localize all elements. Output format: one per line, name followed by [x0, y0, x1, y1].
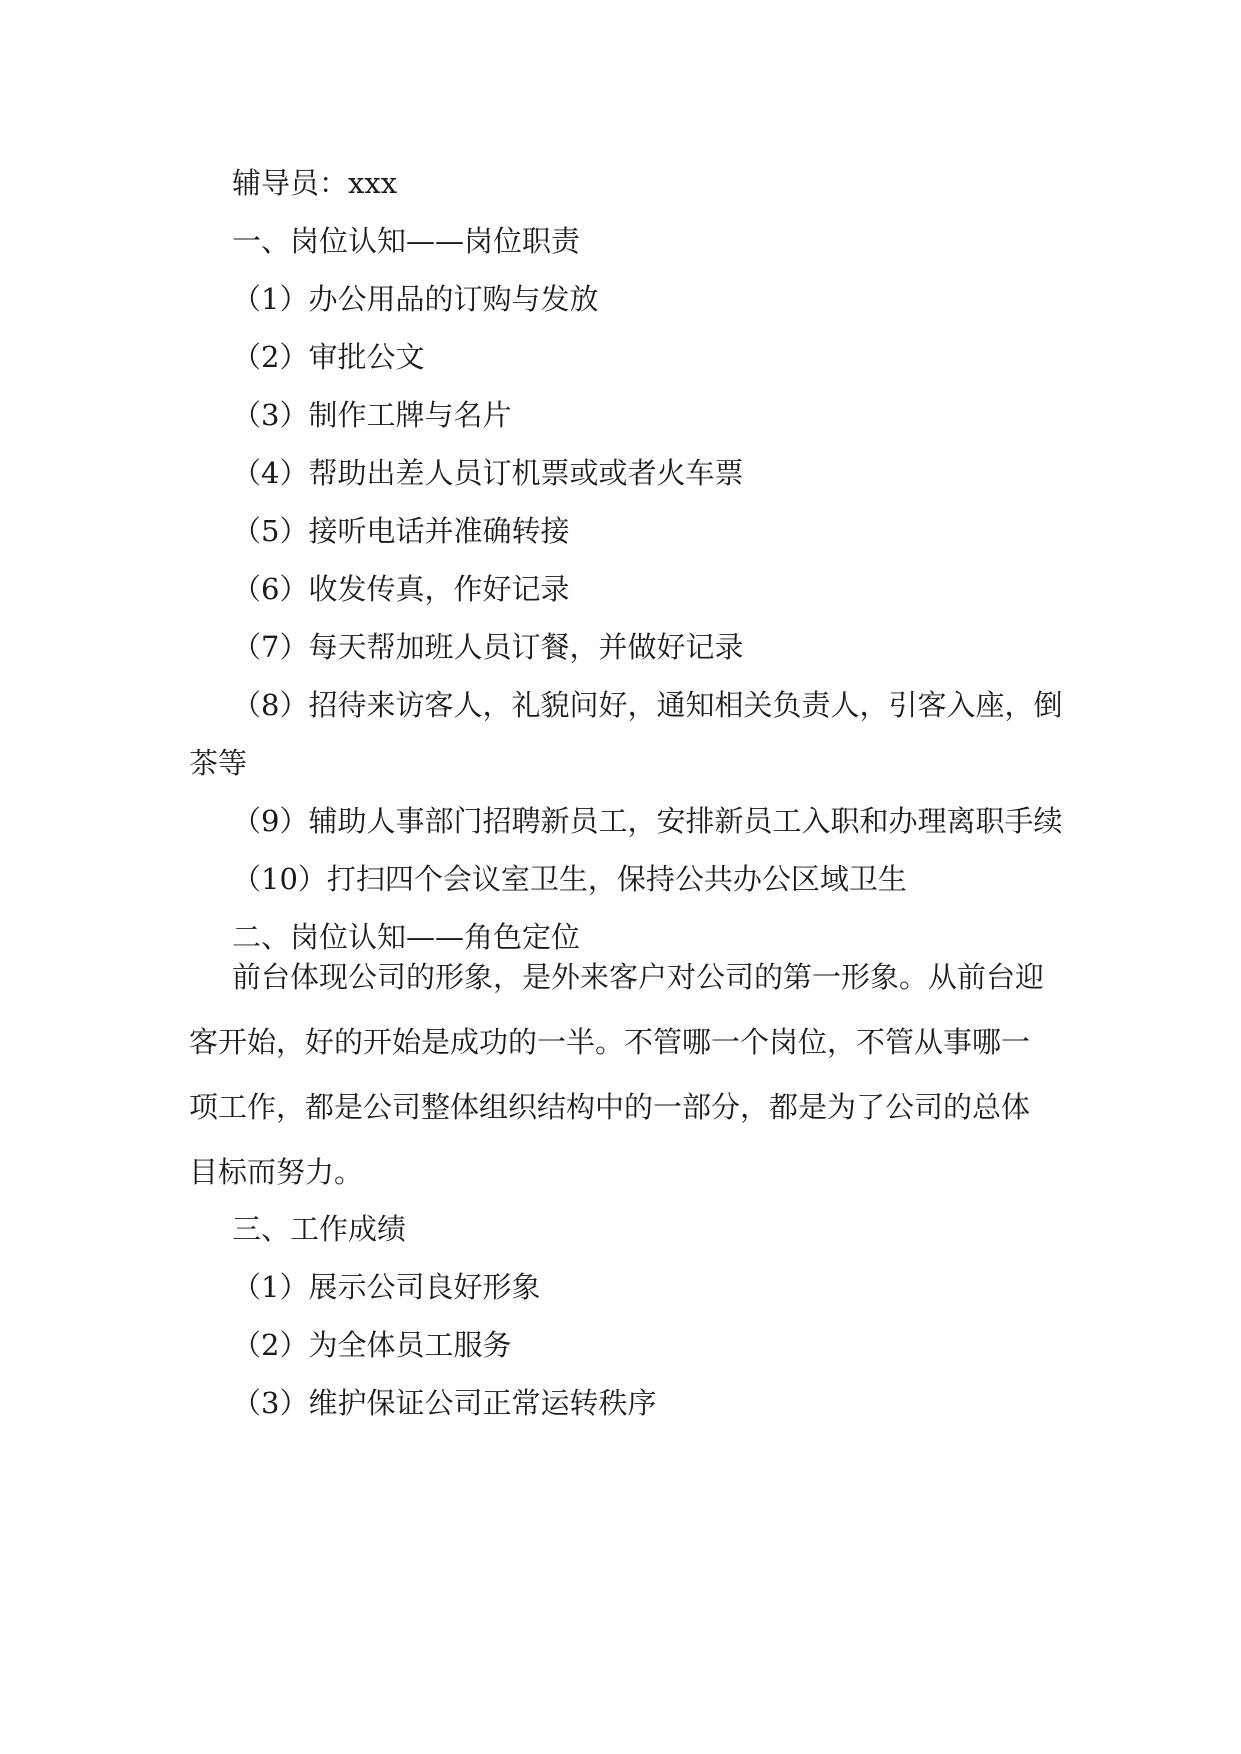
- list-item-continuation: 茶等: [189, 746, 248, 780]
- list-item: （9）辅助人事部门招聘新员工，安排新员工入职和办理离职手续: [232, 804, 1063, 838]
- list-item: （3）维护保证公司正常运转秩序: [232, 1386, 657, 1420]
- section2-paragraph: 前台体现公司的形象，是外来客户对公司的第一形象。从前台迎客开始，好的开始是成功的一半。不管哪一个岗位，不管从事哪一项工作，都是公司整体组织结构中的一部分，都是为了公司的总体目标而努力。: [189, 960, 1045, 1189]
- section1-heading: 一、岗位认知——岗位职责: [232, 224, 581, 258]
- section2-heading: 二、岗位认知——角色定位: [232, 920, 581, 954]
- list-item: （8）招待来访客人，礼貌问好，通知相关负责人，引客入座，倒: [232, 688, 1063, 722]
- list-item: （10）打扫四个会议室卫生，保持公共办公区域卫生: [232, 862, 907, 896]
- counselor-line: 辅导员：xxx: [232, 166, 398, 200]
- list-item: （2）为全体员工服务: [232, 1328, 512, 1362]
- list-item: （2）审批公文: [232, 340, 425, 374]
- section3-heading: 三、工作成绩: [232, 1212, 407, 1246]
- list-item: （4）帮助出差人员订机票或或者火车票: [232, 456, 744, 490]
- list-item: （1）办公用品的订购与发放: [232, 282, 599, 316]
- list-item: （6）收发传真，作好记录: [232, 572, 570, 606]
- list-item: （5）接听电话并准确转接: [232, 514, 570, 548]
- list-item: （3）制作工牌与名片: [232, 398, 512, 432]
- list-item: （1）展示公司良好形象: [232, 1270, 541, 1304]
- list-item: （7）每天帮加班人员订餐，并做好记录: [232, 630, 744, 664]
